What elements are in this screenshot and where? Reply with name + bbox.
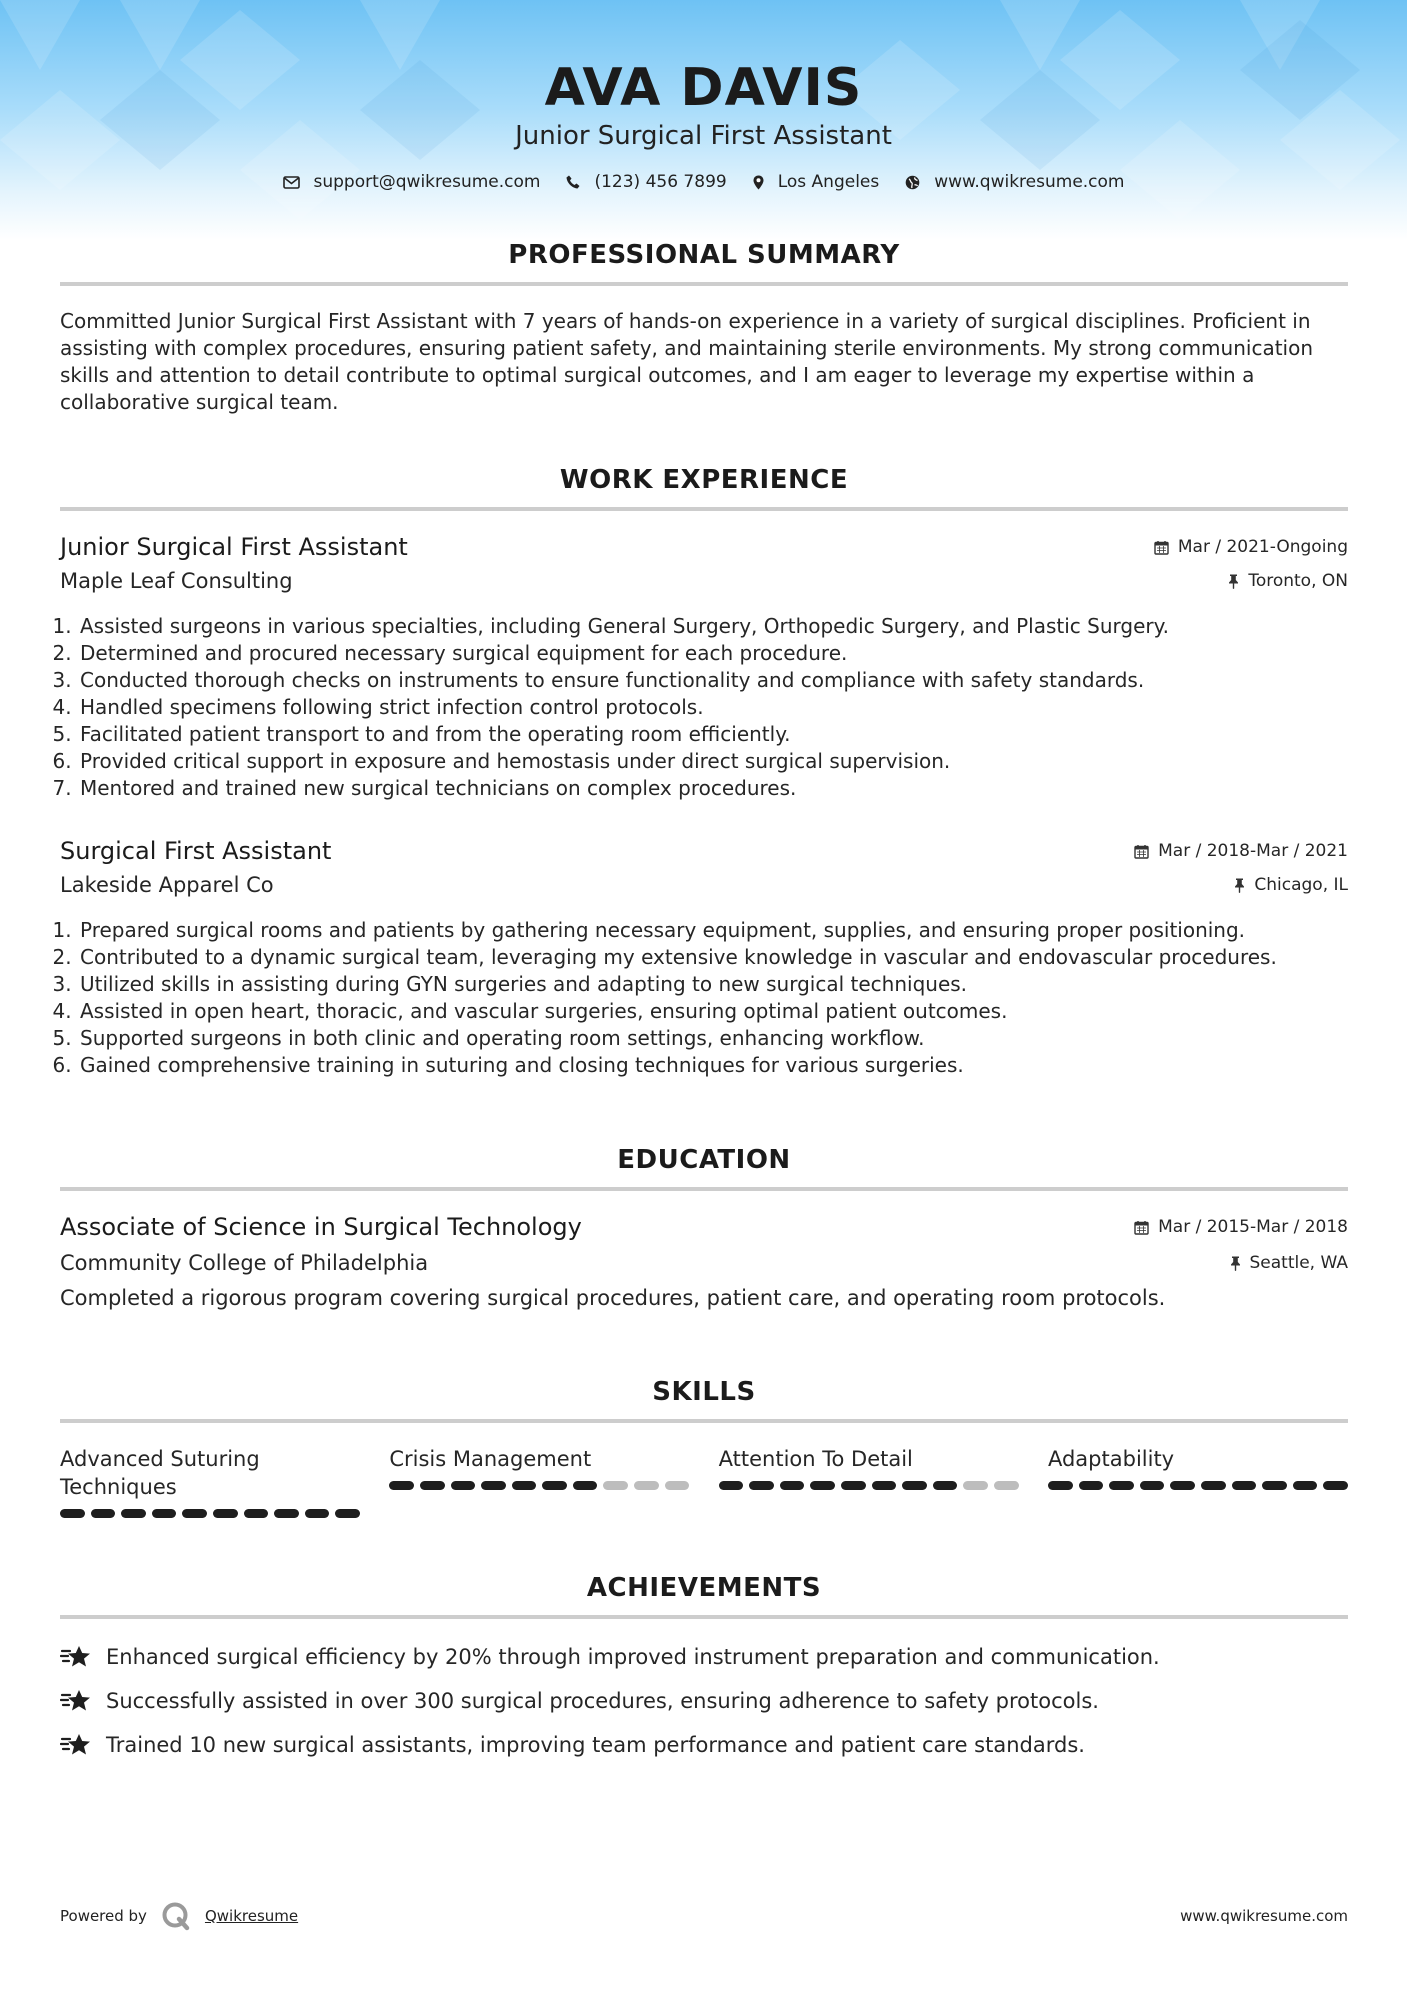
skill-level-bar xyxy=(719,1481,1019,1490)
summary-text: Committed Junior Surgical First Assistant with 7 years of hands-on experience in a variety of surgical disciplines. Proficient in assisting with complex procedures, ensuring patient safety, and maintaining sterile environments. My strong communication skills and attention to detail contribute to optimal surgical outcomes, and I am eager to leverage my expertise within a collaborative surgical team. xyxy=(60,309,1314,414)
list-item xyxy=(60,1723,1348,1767)
skill-level-bar xyxy=(1048,1481,1348,1490)
candidate-name: AVA DAVIS xyxy=(544,58,863,118)
qwikresume-logo-icon xyxy=(161,1901,191,1931)
section-divider xyxy=(60,1419,1348,1423)
job-location xyxy=(1234,875,1348,895)
contact-phone[interactable] xyxy=(566,172,726,192)
achievements-list xyxy=(60,1635,1348,1767)
job-entry xyxy=(60,531,1348,802)
skill-level-segment xyxy=(213,1509,238,1518)
skill-level-segment xyxy=(121,1509,146,1518)
skill-item xyxy=(719,1445,1019,1518)
skill-level-segment xyxy=(152,1509,177,1518)
skill-name: Crisis Management xyxy=(389,1447,592,1471)
skill-level-segment xyxy=(182,1509,207,1518)
skill-level-segment xyxy=(634,1481,659,1490)
contact-email[interactable] xyxy=(283,172,541,192)
star-icon xyxy=(60,1732,92,1758)
contact-location xyxy=(753,172,880,192)
calendar-icon xyxy=(1134,1220,1149,1235)
list-item: 2. Determined and procured necessary surgical equipment for each procedure. xyxy=(78,640,1348,667)
skills-list xyxy=(60,1445,1348,1518)
education-description: Completed a rigorous program covering surgical procedures, patient care, and operating room protocols. xyxy=(60,1286,1166,1310)
achievement-text: Trained 10 new surgical assistants, improving team performance and patient care standards. xyxy=(106,1733,1085,1757)
skill-level-bar xyxy=(389,1481,689,1490)
summary-heading: PROFESSIONAL SUMMARY xyxy=(508,240,900,270)
skill-level-segment xyxy=(60,1509,85,1518)
contact-phone-text: (123) 456 7899 xyxy=(594,172,727,192)
skill-level-segment xyxy=(749,1481,774,1490)
skill-item xyxy=(1048,1445,1348,1518)
skill-level-segment xyxy=(1232,1481,1257,1490)
job-entry xyxy=(60,835,1348,1079)
skill-level-segment xyxy=(91,1509,116,1518)
job-title: Surgical First Assistant xyxy=(60,837,332,865)
skill-level-segment xyxy=(244,1509,269,1518)
skill-item xyxy=(389,1445,689,1518)
skill-level-segment xyxy=(1201,1481,1226,1490)
skill-level-segment xyxy=(542,1481,567,1490)
summary-section xyxy=(60,238,1348,416)
skill-level-segment xyxy=(603,1481,628,1490)
skill-level-segment xyxy=(841,1481,866,1490)
skill-level-bar xyxy=(60,1509,360,1518)
list-item xyxy=(60,1635,1348,1679)
pushpin-icon xyxy=(1234,878,1245,893)
skill-name: Adaptability xyxy=(1047,1447,1175,1471)
skill-level-segment xyxy=(274,1509,299,1518)
resume-header xyxy=(0,0,1407,240)
pushpin-icon xyxy=(1230,1256,1241,1271)
education-entry xyxy=(60,1211,1348,1312)
skill-level-segment xyxy=(1109,1481,1134,1490)
section-divider xyxy=(60,1187,1348,1191)
job-date xyxy=(1134,841,1348,861)
achievements-heading: ACHIEVEMENTS xyxy=(586,1573,822,1603)
list-item: 1. Prepared surgical rooms and patients by gathering necessary equipment, supplies, and ensuring proper positioning. xyxy=(78,917,1348,944)
contact-website-text: www.qwikresume.com xyxy=(934,172,1125,192)
contact-info xyxy=(0,172,1407,192)
skill-name: Attention To Detail xyxy=(718,1447,913,1471)
list-item xyxy=(60,1679,1348,1723)
calendar-icon xyxy=(1134,844,1149,859)
pushpin-icon xyxy=(1228,574,1239,589)
school-name: Community College of Philadelphia xyxy=(60,1251,429,1275)
powered-by xyxy=(60,1901,298,1931)
list-item: 4. Assisted in open heart, thoracic, and vascular surgeries, ensuring optimal patient outcomes. xyxy=(78,998,1348,1025)
star-icon xyxy=(60,1644,92,1670)
skill-level-segment xyxy=(335,1509,360,1518)
list-item: 4. Handled specimens following strict infection control protocols. xyxy=(78,694,1348,721)
education-section xyxy=(60,1143,1348,1312)
phone-icon xyxy=(566,175,580,189)
skill-level-segment xyxy=(1079,1481,1104,1490)
skill-level-segment xyxy=(810,1481,835,1490)
achievements-section xyxy=(60,1571,1348,1767)
skill-level-segment xyxy=(933,1481,958,1490)
list-item: 3. Utilized skills in assisting during GYN surgeries and adapting to new surgical techniques. xyxy=(78,971,1348,998)
job-company: Lakeside Apparel Co xyxy=(60,873,274,897)
contact-email-text: support@qwikresume.com xyxy=(313,172,541,192)
education-date xyxy=(1134,1217,1348,1237)
skill-level-segment xyxy=(902,1481,927,1490)
skill-level-segment xyxy=(389,1481,414,1490)
envelope-icon xyxy=(283,176,300,189)
contact-website[interactable] xyxy=(905,172,1124,192)
skill-level-segment xyxy=(305,1509,330,1518)
job-date-text: Mar / 2021-Ongoing xyxy=(1177,537,1348,557)
job-location-text: Chicago, IL xyxy=(1254,875,1348,895)
experience-section xyxy=(60,463,1348,1079)
skill-item xyxy=(60,1445,360,1518)
candidate-role: Junior Surgical First Assistant xyxy=(515,121,892,151)
skill-level-segment xyxy=(1140,1481,1165,1490)
footer-website[interactable]: www.qwikresume.com xyxy=(1180,1907,1348,1925)
star-icon xyxy=(60,1688,92,1714)
education-location xyxy=(1230,1253,1349,1273)
list-item: 7. Mentored and trained new surgical technicians on complex procedures. xyxy=(78,775,1348,802)
list-item: 2. Contributed to a dynamic surgical team, leveraging my extensive knowledge in vascular and endovascular procedures. xyxy=(78,944,1348,971)
skill-name: Advanced Suturing Techniques xyxy=(60,1447,260,1499)
skill-level-segment xyxy=(1170,1481,1195,1490)
skill-level-segment xyxy=(512,1481,537,1490)
job-responsibilities xyxy=(60,613,1348,802)
job-responsibilities xyxy=(60,917,1348,1079)
contact-location-text: Los Angeles xyxy=(777,172,880,192)
list-item: 5. Supported surgeons in both clinic and operating room settings, enhancing workflow. xyxy=(78,1025,1348,1052)
skill-level-segment xyxy=(1048,1481,1073,1490)
skills-heading: SKILLS xyxy=(652,1377,756,1407)
skill-level-segment xyxy=(994,1481,1019,1490)
globe-icon xyxy=(905,175,920,190)
section-divider xyxy=(60,507,1348,511)
list-item: 3. Conducted thorough checks on instruments to ensure functionality and compliance with safety standards. xyxy=(78,667,1348,694)
education-location-text: Seattle, WA xyxy=(1249,1253,1348,1273)
skill-level-segment xyxy=(780,1481,805,1490)
skills-section xyxy=(60,1375,1348,1518)
degree-title: Associate of Science in Surgical Technology xyxy=(60,1213,582,1241)
list-item: 5. Facilitated patient transport to and from the operating room efficiently. xyxy=(78,721,1348,748)
job-location xyxy=(1228,571,1348,591)
skill-level-segment xyxy=(872,1481,897,1490)
section-divider xyxy=(60,1615,1348,1619)
job-location-text: Toronto, ON xyxy=(1248,571,1348,591)
job-company: Maple Leaf Consulting xyxy=(60,569,293,593)
powered-by-label: Powered by xyxy=(60,1907,147,1925)
map-marker-icon xyxy=(753,175,764,190)
skill-level-segment xyxy=(573,1481,598,1490)
skill-level-segment xyxy=(451,1481,476,1490)
skill-level-segment xyxy=(420,1481,445,1490)
skill-level-segment xyxy=(1293,1481,1318,1490)
experience-heading: WORK EXPERIENCE xyxy=(559,465,849,495)
job-date-text: Mar / 2018-Mar / 2021 xyxy=(1158,841,1348,861)
skill-level-segment xyxy=(481,1481,506,1490)
hexagon-pattern-background xyxy=(0,0,1407,240)
list-item: 6. Gained comprehensive training in suturing and closing techniques for various surgeries. xyxy=(78,1052,1348,1079)
job-title: Junior Surgical First Assistant xyxy=(60,533,408,561)
list-item: 1. Assisted surgeons in various specialties, including General Surgery, Orthopedic Surgery, and Plastic Surgery. xyxy=(78,613,1348,640)
list-item: 6. Provided critical support in exposure and hemostasis under direct surgical supervision. xyxy=(78,748,1348,775)
skill-level-segment xyxy=(1323,1481,1348,1490)
section-divider xyxy=(60,282,1348,286)
education-heading: EDUCATION xyxy=(617,1145,791,1175)
skill-level-segment xyxy=(665,1481,690,1490)
job-date xyxy=(1154,537,1348,557)
brand-link[interactable]: Qwikresume xyxy=(204,1907,299,1925)
skill-level-segment xyxy=(719,1481,744,1490)
achievement-text: Enhanced surgical efficiency by 20% through improved instrument preparation and communication. xyxy=(106,1645,1160,1669)
achievement-text: Successfully assisted in over 300 surgical procedures, ensuring adherence to safety protocols. xyxy=(106,1689,1099,1713)
skill-level-segment xyxy=(963,1481,988,1490)
education-date-text: Mar / 2015-Mar / 2018 xyxy=(1158,1217,1348,1237)
page-footer xyxy=(60,1900,1348,1932)
skill-level-segment xyxy=(1262,1481,1287,1490)
calendar-icon xyxy=(1154,540,1169,555)
